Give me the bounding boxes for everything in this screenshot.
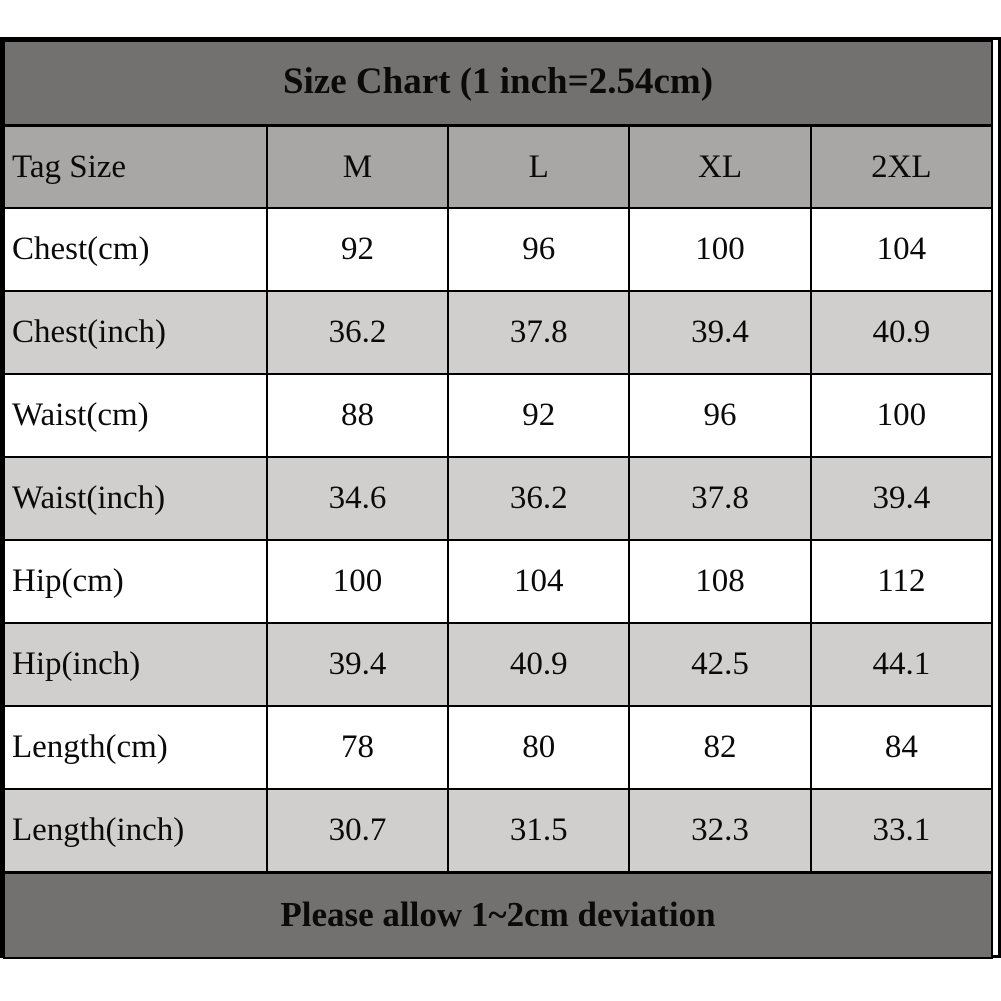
column-header-size-3: XL [629,125,810,208]
column-header-size-1: M [267,125,448,208]
table-row [4,291,992,374]
cell-value: 112 [811,540,992,623]
cell-value: 31.5 [448,789,629,872]
cell-value: 39.4 [811,457,992,540]
cell-value: 36.2 [267,291,448,374]
row-label: Hip(inch) [4,623,267,706]
table-row [4,208,992,291]
deviation-note: Please allow 1~2cm deviation [4,872,992,958]
row-label: Waist(inch) [4,457,267,540]
cell-value: 92 [267,208,448,291]
cell-value: 40.9 [811,291,992,374]
row-label: Length(cm) [4,706,267,789]
cell-value: 108 [629,540,810,623]
table-row [4,706,992,789]
cell-value: 104 [811,208,992,291]
row-label: Length(inch) [4,789,267,872]
cell-value: 100 [267,540,448,623]
header-row [4,125,992,208]
row-label: Waist(cm) [4,374,267,457]
table-row [4,374,992,457]
cell-value: 100 [811,374,992,457]
cell-value: 80 [448,706,629,789]
table-row [4,623,992,706]
cell-value: 84 [811,706,992,789]
cell-value: 32.3 [629,789,810,872]
cell-value: 34.6 [267,457,448,540]
size-chart [0,37,1001,958]
row-label: Chest(cm) [4,208,267,291]
column-header-size-2: L [448,125,629,208]
cell-value: 33.1 [811,789,992,872]
cell-value: 39.4 [267,623,448,706]
row-label: Hip(cm) [4,540,267,623]
cell-value: 88 [267,374,448,457]
table-row [4,540,992,623]
cell-value: 104 [448,540,629,623]
table-row [4,789,992,872]
cell-value: 42.5 [629,623,810,706]
chart-title: Size Chart (1 inch=2.54cm) [4,41,992,125]
title-row [4,41,992,125]
footer-row [4,872,992,958]
cell-value: 40.9 [448,623,629,706]
cell-value: 100 [629,208,810,291]
cell-value: 44.1 [811,623,992,706]
cell-value: 96 [629,374,810,457]
cell-value: 39.4 [629,291,810,374]
cell-value: 37.8 [629,457,810,540]
cell-value: 82 [629,706,810,789]
row-label: Chest(inch) [4,291,267,374]
cell-value: 36.2 [448,457,629,540]
cell-value: 37.8 [448,291,629,374]
table-row [4,457,992,540]
cell-value: 78 [267,706,448,789]
size-chart-table [3,40,993,959]
cell-value: 92 [448,374,629,457]
column-header-size-4: 2XL [811,125,992,208]
cell-value: 30.7 [267,789,448,872]
cell-value: 96 [448,208,629,291]
column-header-tag-size: Tag Size [4,125,267,208]
